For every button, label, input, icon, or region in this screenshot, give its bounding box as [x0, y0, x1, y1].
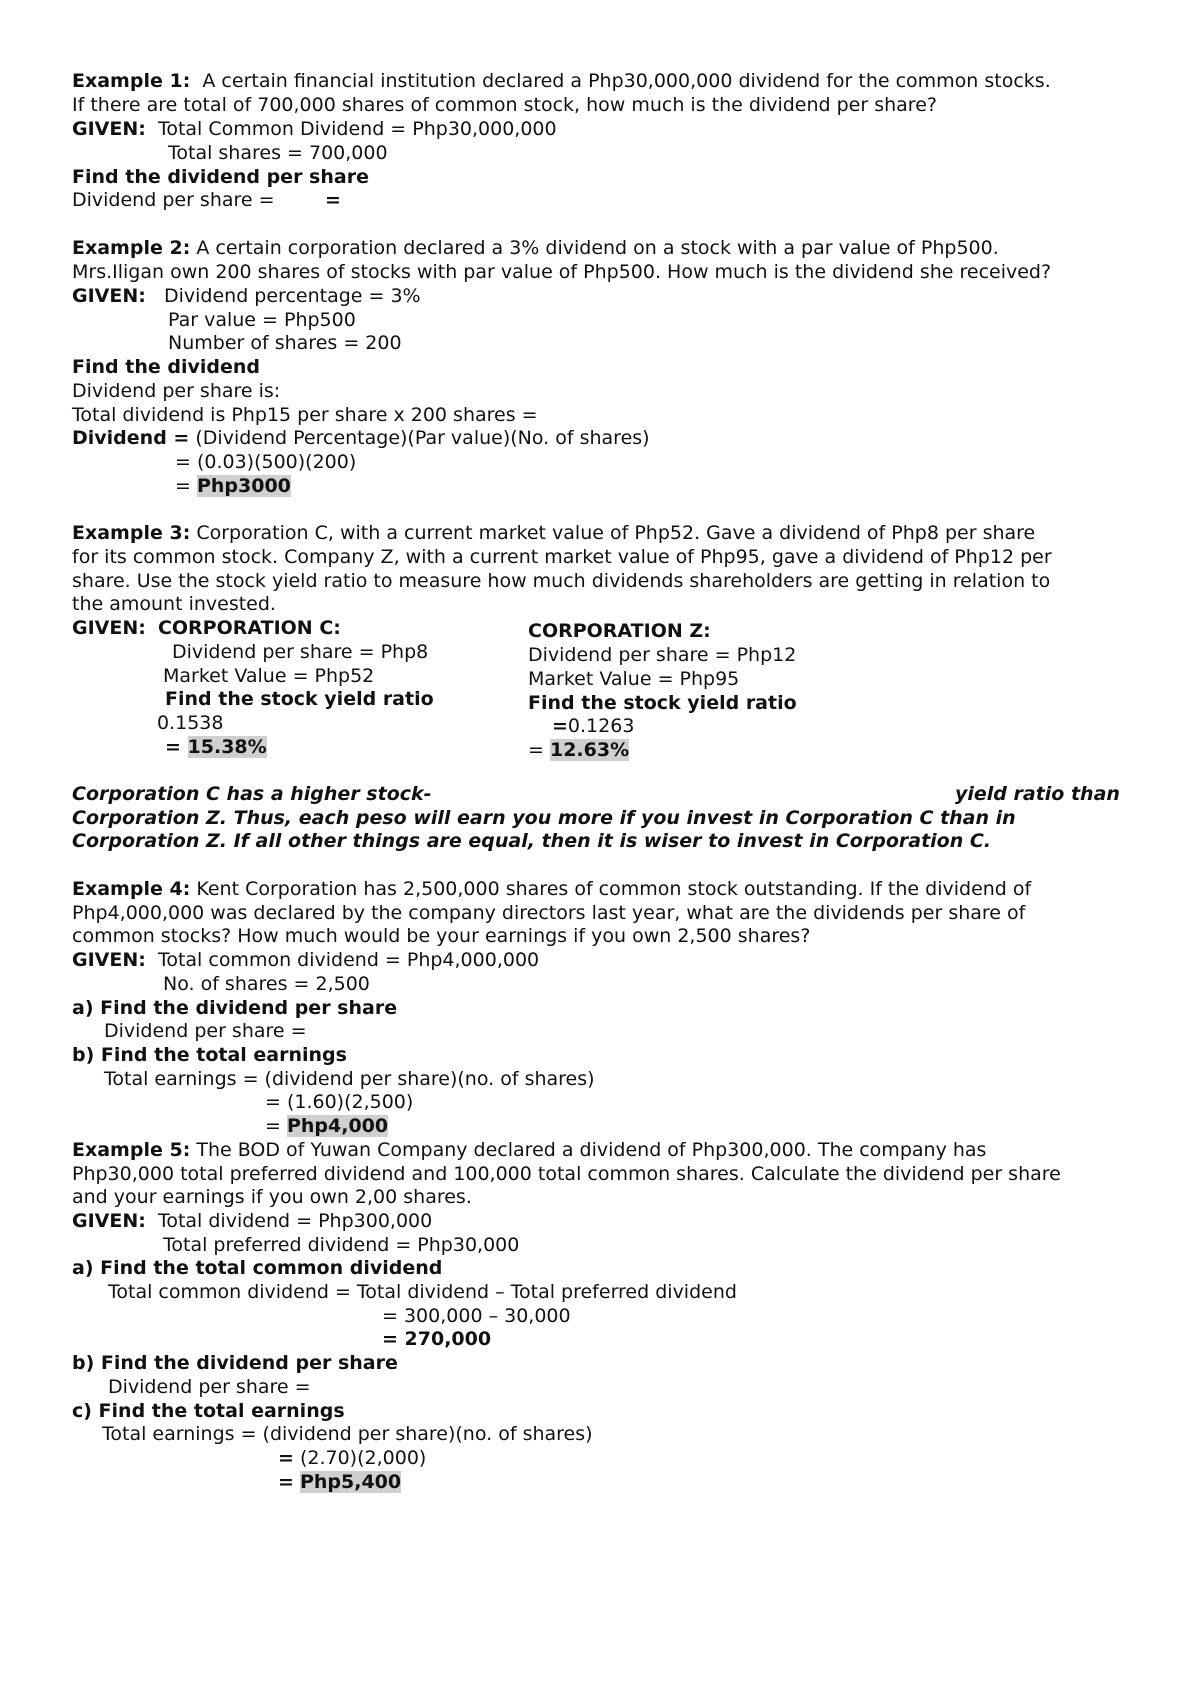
ex3-c-dps: Dividend per share = Php8 — [172, 641, 429, 663]
ex5-find-c: c) Find the total earnings — [72, 1400, 345, 1422]
ex5-given-line1 — [72, 1210, 432, 1234]
ex4-step1: = (1.60)(2,500) — [265, 1091, 414, 1113]
ex2-given2: Par value = Php500 — [168, 309, 356, 331]
ex4-given1: Total common dividend = Php4,000,000 — [157, 949, 540, 971]
ex3-z-mv: Market Value = Php95 — [528, 668, 740, 690]
ex5-tcd-step1: = 300,000 – 30,000 — [382, 1305, 571, 1327]
ex2-answer: Php3000 — [196, 475, 291, 497]
ex2-formula: (Dividend Percentage)(Par value)(No. of shares) — [195, 427, 650, 449]
ex2-text2: Mrs.Iligan own 200 shares of stocks with par value of Php500. How much is the dividend she received? — [72, 261, 1052, 283]
ex2-step2-eq: = — [175, 475, 191, 497]
ex5-line1 — [72, 1139, 986, 1163]
ex4-answer: Php4,000 — [286, 1115, 389, 1137]
ex3-z-title: CORPORATION Z: — [528, 620, 711, 642]
ex2-given-label: GIVEN: — [72, 285, 146, 307]
ex3-c-answer: 15.38% — [187, 736, 267, 758]
ex3-c-result — [165, 736, 267, 760]
ex1-given-line1 — [72, 118, 557, 142]
ex5-find-b: b) Find the dividend per share — [72, 1352, 398, 1374]
ex1-text1: A certain financial institution declared a Php30,000,000 dividend for the common stocks. — [202, 70, 1051, 92]
ex2-text1: A certain corporation declared a 3% dividend on a stock with a par value of Php500. — [196, 237, 999, 259]
ex2-given-line1 — [72, 285, 421, 309]
ex1-text2: If there are total of 700,000 shares of common stock, how much is the dividend per share? — [72, 94, 937, 116]
ex5-find-a: a) Find the total common dividend — [72, 1257, 443, 1279]
ex4-step2 — [265, 1115, 388, 1139]
ex3-z-dps: Dividend per share = Php12 — [528, 644, 797, 666]
ex5-step1: (2.70)(2,000) — [299, 1447, 427, 1469]
ex3-concl1a: Corporation C has a higher stock- — [72, 783, 432, 805]
ex2-find: Find the dividend — [72, 356, 260, 378]
ex4-find-b: b) Find the total earnings — [72, 1044, 347, 1066]
ex4-text3: common stocks? How much would be your earnings if you own 2,500 shares? — [72, 925, 811, 947]
ex2-label: Example 2: — [72, 237, 191, 259]
ex5-text3: and your earnings if you own 2,00 shares. — [72, 1186, 472, 1208]
ex5-answer: Php5,400 — [299, 1471, 402, 1493]
ex2-formula-label: Dividend = — [72, 427, 190, 449]
ex1-line1 — [72, 70, 1051, 94]
ex2-dps: Dividend per share is: — [72, 380, 281, 402]
ex3-concl3: Corporation Z. If all other things are equal, then it is wiser to invest in Corporation C. — [72, 830, 992, 852]
ex3-c-title: CORPORATION C: — [157, 617, 341, 639]
ex5-text2: Php30,000 total preferred dividend and 100,000 total common shares. Calculate the dividend per share — [72, 1163, 1061, 1185]
ex2-step1: = (0.03)(500)(200) — [175, 451, 357, 473]
ex2-total: Total dividend is Php15 per share x 200 shares = — [72, 404, 538, 426]
ex4-find-a: a) Find the dividend per share — [72, 997, 398, 1019]
ex3-z-ratio-line — [552, 715, 634, 739]
ex3-text2: for its common stock. Company Z, with a current market value of Php95, gave a dividend of Php12 per — [72, 546, 1052, 568]
ex1-given1: Total Common Dividend = Php30,000,000 — [157, 118, 557, 140]
ex3-line1 — [72, 522, 1035, 546]
ex4-text2: Php4,000,000 was declared by the company directors last year, what are the dividends per share of — [72, 902, 1026, 924]
ex4-given-line1 — [72, 949, 539, 973]
ex5-given1: Total dividend = Php300,000 — [157, 1210, 433, 1232]
ex5-step2 — [278, 1471, 401, 1495]
ex4-line1 — [72, 878, 1031, 902]
ex2-step2 — [175, 475, 291, 499]
ex5-te: Total earnings = (dividend per share)(no. of shares) — [102, 1423, 593, 1445]
ex1-label: Example 1: — [72, 70, 191, 92]
ex3-z-ratio: 0.1263 — [567, 715, 635, 737]
ex2-line1 — [72, 237, 999, 261]
ex3-z-find: Find the stock yield ratio — [528, 692, 797, 714]
ex5-step1-line — [278, 1447, 426, 1471]
ex1-given-label: GIVEN: — [72, 118, 146, 140]
ex1-given2: Total shares = 700,000 — [168, 142, 388, 164]
ex1-dps: Dividend per share = — [72, 189, 275, 211]
ex4-step2-eq: = — [265, 1115, 281, 1137]
ex2-given1: Dividend percentage = 3% — [163, 285, 421, 307]
ex3-concl2: Corporation Z. Thus, each peso will earn you more if you invest in Corporation C than in — [72, 807, 1016, 829]
ex3-c-ratio: 0.1538 — [157, 712, 224, 734]
ex5-given-label: GIVEN: — [72, 1210, 146, 1232]
ex3-z-eq: = — [528, 739, 544, 761]
ex5-text1: The BOD of Yuwan Company declared a dividend of Php300,000. The company has — [196, 1139, 987, 1161]
ex5-step1-eq: = — [278, 1447, 294, 1469]
ex4-given-label: GIVEN: — [72, 949, 146, 971]
ex1-find: Find the dividend per share — [72, 166, 369, 188]
ex3-c-mv: Market Value = Php52 — [163, 665, 375, 687]
ex3-z-ratio-eq: = — [552, 715, 568, 737]
ex5-given2: Total preferred dividend = Php30,000 — [163, 1234, 520, 1256]
ex3-z-result — [528, 739, 629, 763]
ex4-label: Example 4: — [72, 878, 191, 900]
ex2-given3: Number of shares = 200 — [168, 332, 402, 354]
ex3-label: Example 3: — [72, 522, 191, 544]
ex3-given-line — [72, 617, 341, 641]
ex3-text1: Corporation C, with a current market value of Php52. Gave a dividend of Php8 per share — [196, 522, 1036, 544]
ex3-c-find: Find the stock yield ratio — [165, 688, 434, 710]
ex4-text1: Kent Corporation has 2,500,000 shares of common stock outstanding. If the dividend of — [196, 878, 1032, 900]
ex5-step2-eq: = — [278, 1471, 294, 1493]
ex5-dps: Dividend per share = — [108, 1376, 311, 1398]
ex5-label: Example 5: — [72, 1139, 191, 1161]
ex4-te: Total earnings = (dividend per share)(no. of shares) — [104, 1068, 595, 1090]
ex5-tcd-step2: = 270,000 — [382, 1328, 492, 1350]
ex5-tcd: Total common dividend = Total dividend – Total preferred dividend — [108, 1281, 737, 1303]
ex3-text3: share. Use the stock yield ratio to measure how much dividends shareholders are getting in relation to — [72, 570, 1051, 592]
ex4-dps: Dividend per share = — [104, 1020, 307, 1042]
ex4-given2: No. of shares = 2,500 — [163, 973, 370, 995]
ex3-c-eq: = — [165, 736, 181, 758]
ex2-formula-line — [72, 427, 650, 451]
ex3-given-label: GIVEN: — [72, 617, 146, 639]
ex3-concl1b: yield ratio than — [955, 783, 1120, 805]
ex3-text4: the amount invested. — [72, 593, 276, 615]
ex3-z-answer: 12.63% — [549, 739, 630, 761]
ex1-eq: = — [325, 189, 341, 211]
